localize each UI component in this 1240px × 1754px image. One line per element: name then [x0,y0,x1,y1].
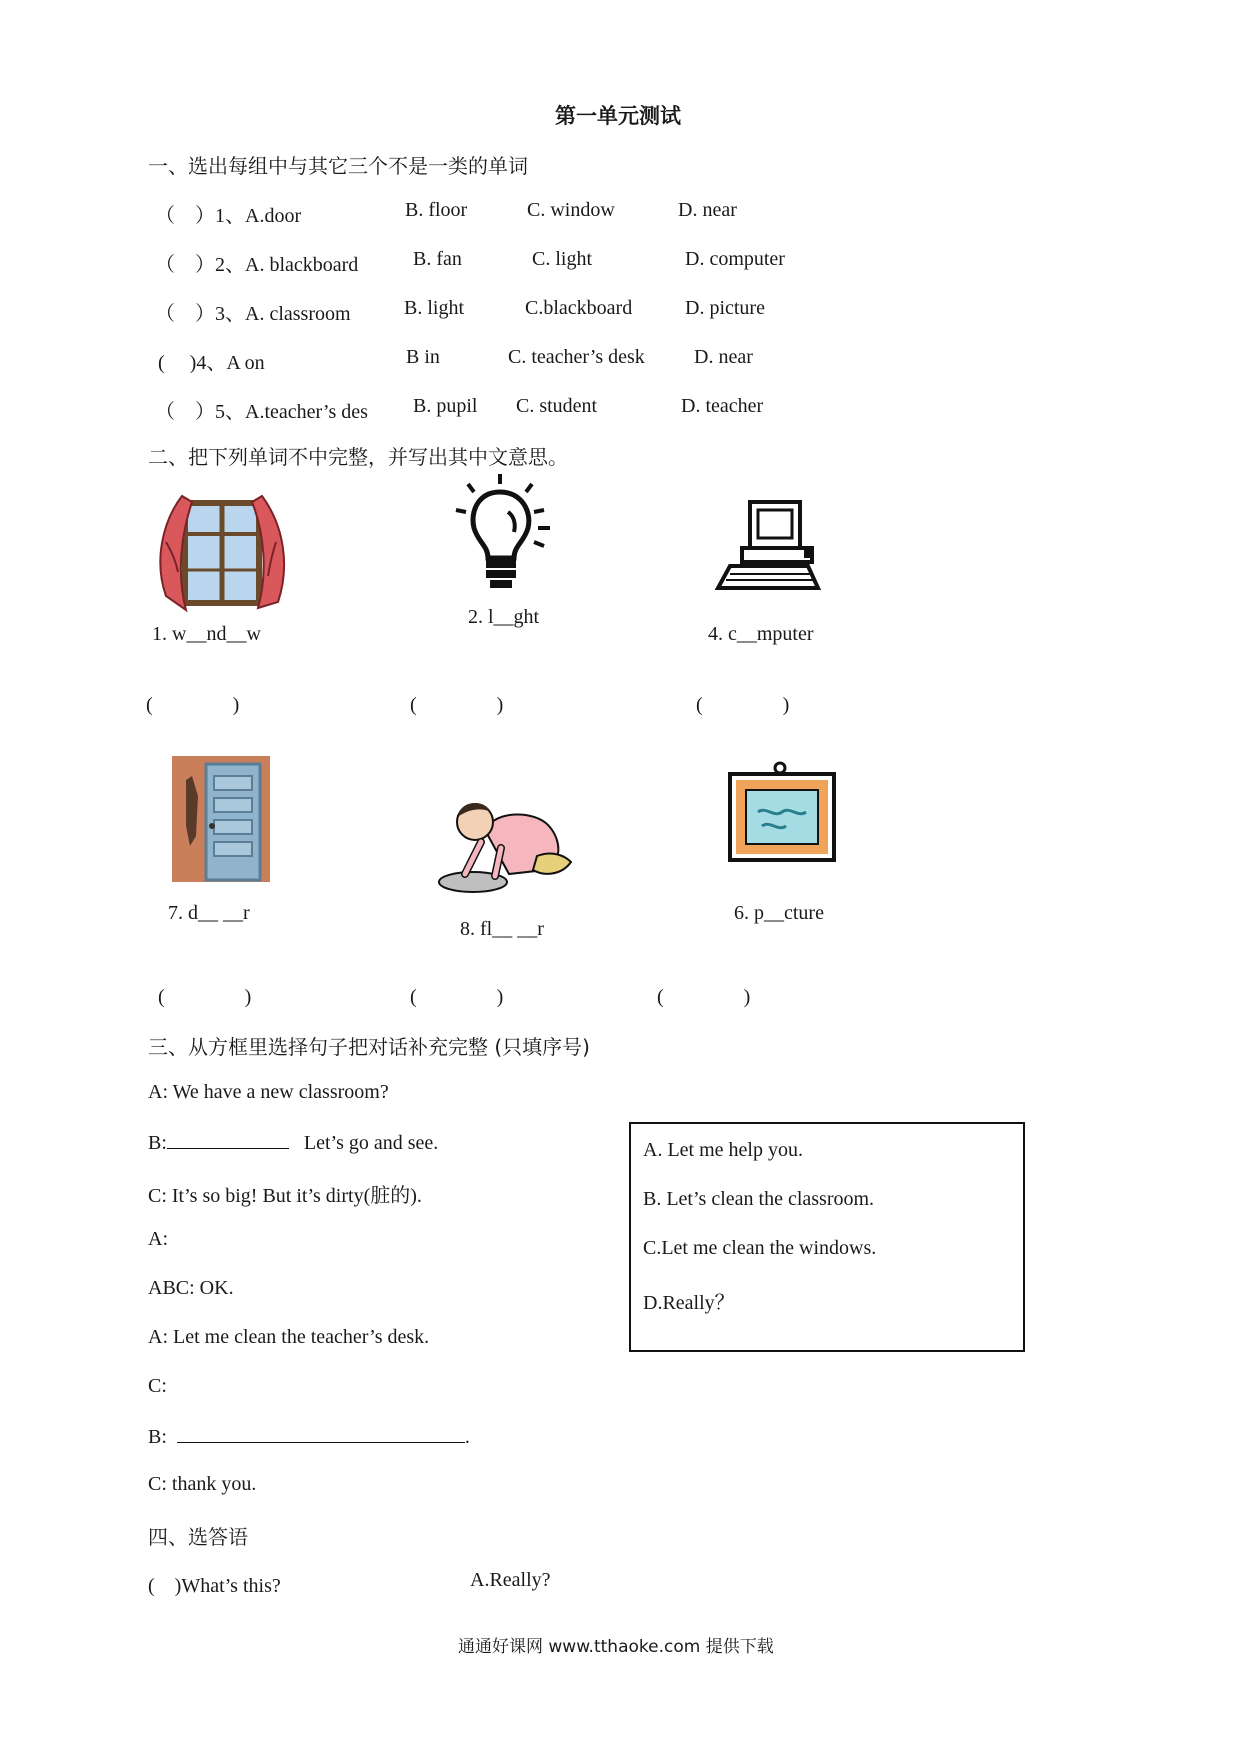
section2-heading: 二、把下列单词不中完整，并写出其中文意思。 [148,445,568,469]
dialog-text: . [464,1426,470,1448]
dialog-line-1: A: We have a new classroom? [148,1081,389,1103]
computer-icon [714,496,830,596]
dialog-line-8 [148,1424,470,1449]
dialog-speaker: B: [148,1426,167,1448]
row3-a: （ ）3、A. classroom [155,303,351,325]
light-bulb-icon [452,472,562,596]
row2-d: D. computer [685,248,785,270]
row5-a: （ ）5、A.teacher’s des [155,401,368,423]
question-1: ( )What’s this? [148,1575,281,1597]
dialog-line-2 [148,1130,438,1155]
row4-c: C. teacher’s desk [508,346,645,368]
row4-d: D. near [694,346,753,368]
row4-b: B in [406,346,440,368]
page-title: 第一单元测试 [555,104,681,128]
answer-blank[interactable] [177,1424,465,1443]
dialog-line-7: C: [148,1375,167,1397]
dialog-line-4: A: [148,1228,168,1250]
row5-c: C. student [516,395,598,417]
option-d: D.Really？ [643,1292,735,1314]
row2-a: （ ）2、A. blackboard [155,254,359,276]
answer-paren: ( ) [696,694,790,716]
row3-b: B. light [404,297,465,319]
row5-b: B. pupil [413,395,478,417]
answer-blank[interactable] [167,1130,289,1149]
option-a: A. Let me help you. [643,1139,803,1161]
row1-a: （ ）1、A.door [155,205,302,227]
section3-heading: 三、从方框里选择句子把对话补充完整 (只填序号) [148,1035,590,1059]
answer-paren: ( ) [146,694,240,716]
cleaning-child-icon [425,790,575,894]
dialog-line-3: C: It’s so big! But it’s dirty(脏的). [148,1185,422,1207]
dialog-text: Let’s go and see. [303,1132,439,1154]
answer-paren: ( ) [657,986,751,1008]
dialog-line-5: ABC: OK. [148,1277,234,1299]
footer: 通通好课网 www.tthaoke.com 提供下载 [458,1637,774,1657]
window-icon [152,492,292,616]
caption-picture: 6. p__cture [734,902,824,924]
option-b: B. Let’s clean the classroom. [643,1188,875,1210]
row5-d: D. teacher [681,395,764,417]
dialog-line-9: C: thank you. [148,1473,257,1495]
row4-a: ( )4、A on [158,352,265,374]
answer-option-a: A.Really? [470,1569,551,1591]
section1-heading: 一、选出每组中与其它三个不是一类的单词 [148,154,528,178]
option-c: C.Let me clean the windows. [643,1237,877,1259]
answer-paren: ( ) [410,694,504,716]
answer-paren: ( ) [158,986,252,1008]
dialog-speaker: B: [148,1132,167,1154]
answer-paren: ( ) [410,986,504,1008]
row2-c: C. light [532,248,593,270]
caption-door: 7. d__ __r [168,902,250,924]
row2-b: B. fan [413,248,462,270]
picture-frame-icon [722,760,846,870]
row1-d: D. near [678,199,737,221]
row1-b: B. floor [405,199,468,221]
row3-c: C.blackboard [525,297,633,319]
section4-heading: 四、选答语 [148,1525,248,1549]
caption-computer: 4. c__mputer [708,623,814,645]
row3-d: D. picture [685,297,765,319]
caption-window: 1. w__nd__w [152,623,261,645]
caption-floor: 8. fl__ __r [460,918,544,940]
caption-light: 2. l__ght [468,606,540,628]
dialog-line-6: A: Let me clean the teacher’s desk. [148,1326,430,1348]
door-icon [172,756,272,884]
row1-c: C. window [527,199,615,221]
